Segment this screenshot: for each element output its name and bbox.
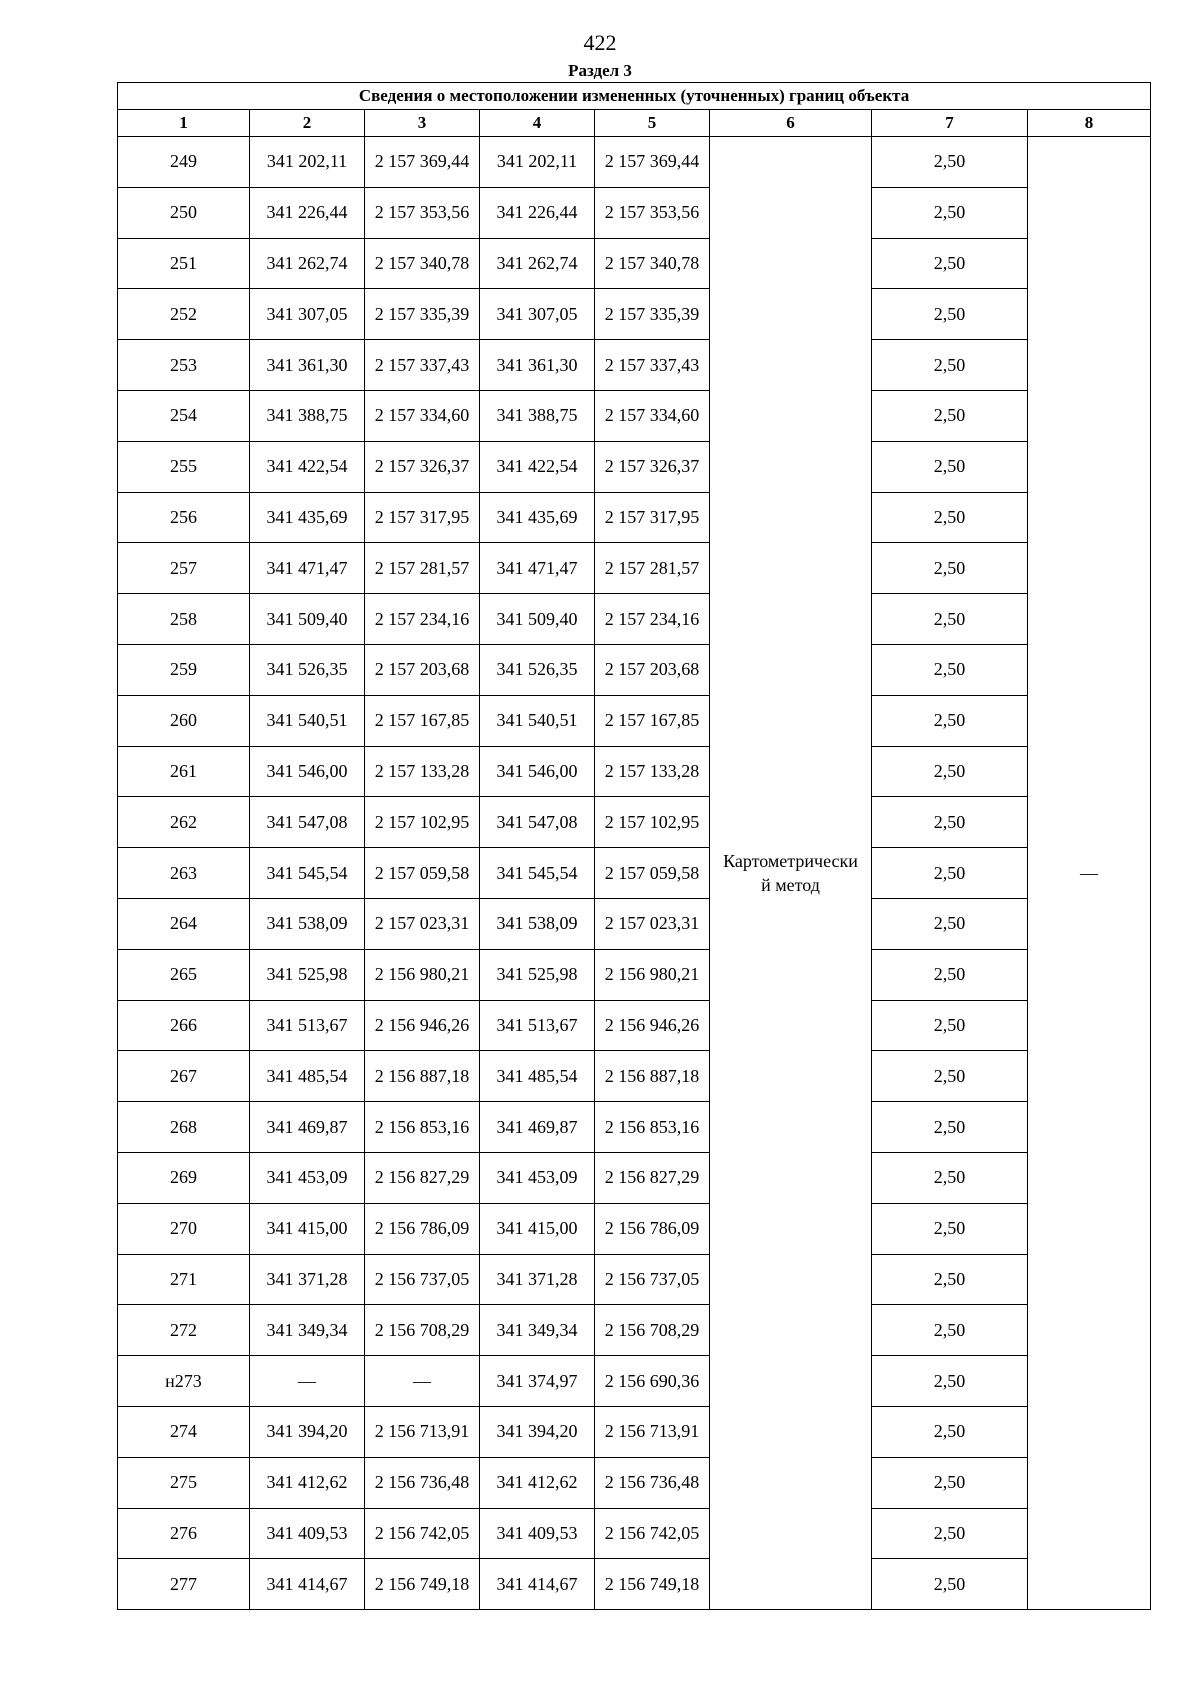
column-header: 1: [118, 110, 250, 137]
new-x-cell: 341 547,08: [480, 797, 595, 848]
point-number-cell: 251: [118, 238, 250, 289]
table-row: [118, 492, 1151, 543]
old-x-cell: 341 415,00: [250, 1203, 365, 1254]
table-row: [118, 1051, 1151, 1102]
new-y-cell: 2 157 281,57: [595, 543, 710, 594]
accuracy-cell: 2,50: [872, 137, 1028, 188]
new-x-cell: 341 453,09: [480, 1152, 595, 1203]
point-number-cell: 257: [118, 543, 250, 594]
old-x-cell: 341 414,67: [250, 1559, 365, 1610]
method-cell: [710, 137, 872, 1610]
new-x-cell: 341 540,51: [480, 695, 595, 746]
old-x-cell: 341 525,98: [250, 949, 365, 1000]
point-number-cell: 260: [118, 695, 250, 746]
table-row: [118, 949, 1151, 1000]
accuracy-cell: 2,50: [872, 340, 1028, 391]
point-number-cell: 275: [118, 1457, 250, 1508]
accuracy-cell: 2,50: [872, 1559, 1028, 1610]
point-number-cell: 255: [118, 441, 250, 492]
table-row: [118, 340, 1151, 391]
old-y-cell: 2 156 708,29: [365, 1305, 480, 1356]
method-text-line1: Картометрически: [723, 851, 858, 872]
new-x-cell: 341 202,11: [480, 137, 595, 188]
point-number-cell: 267: [118, 1051, 250, 1102]
column-header: 2: [250, 110, 365, 137]
old-x-cell: —: [250, 1356, 365, 1407]
old-y-cell: 2 156 946,26: [365, 1000, 480, 1051]
old-x-cell: 341 371,28: [250, 1254, 365, 1305]
new-x-cell: 341 485,54: [480, 1051, 595, 1102]
new-y-cell: 2 157 326,37: [595, 441, 710, 492]
table-row: [118, 1203, 1151, 1254]
old-x-cell: 341 547,08: [250, 797, 365, 848]
new-x-cell: 341 374,97: [480, 1356, 595, 1407]
new-y-cell: 2 156 690,36: [595, 1356, 710, 1407]
old-x-cell: 341 526,35: [250, 644, 365, 695]
new-y-cell: 2 157 335,39: [595, 289, 710, 340]
new-x-cell: 341 394,20: [480, 1406, 595, 1457]
point-number-cell: 256: [118, 492, 250, 543]
point-number-cell: 277: [118, 1559, 250, 1610]
table-row: [118, 1508, 1151, 1559]
new-x-cell: 341 435,69: [480, 492, 595, 543]
new-y-cell: 2 157 102,95: [595, 797, 710, 848]
new-x-cell: 341 545,54: [480, 848, 595, 899]
new-y-cell: 2 157 234,16: [595, 594, 710, 645]
accuracy-cell: 2,50: [872, 441, 1028, 492]
new-y-cell: 2 157 337,43: [595, 340, 710, 391]
old-x-cell: 341 409,53: [250, 1508, 365, 1559]
new-x-cell: 341 422,54: [480, 441, 595, 492]
table-row: [118, 898, 1151, 949]
accuracy-cell: 2,50: [872, 390, 1028, 441]
column-number-row: [118, 110, 1151, 137]
old-y-cell: 2 156 827,29: [365, 1152, 480, 1203]
new-y-cell: 2 157 167,85: [595, 695, 710, 746]
accuracy-cell: 2,50: [872, 1152, 1028, 1203]
accuracy-cell: 2,50: [872, 594, 1028, 645]
accuracy-cell: 2,50: [872, 1254, 1028, 1305]
table-row: [118, 1406, 1151, 1457]
accuracy-cell: 2,50: [872, 1406, 1028, 1457]
column-header: 4: [480, 110, 595, 137]
accuracy-cell: 2,50: [872, 1000, 1028, 1051]
table-row: [118, 289, 1151, 340]
new-x-cell: 341 349,34: [480, 1305, 595, 1356]
new-y-cell: 2 157 334,60: [595, 390, 710, 441]
old-y-cell: 2 157 326,37: [365, 441, 480, 492]
new-y-cell: 2 156 737,05: [595, 1254, 710, 1305]
old-y-cell: 2 157 059,58: [365, 848, 480, 899]
old-y-cell: 2 157 133,28: [365, 746, 480, 797]
accuracy-cell: 2,50: [872, 1457, 1028, 1508]
new-x-cell: 341 526,35: [480, 644, 595, 695]
point-number-cell: 258: [118, 594, 250, 645]
method-text-line2: й метод: [761, 875, 820, 896]
table-row: [118, 1000, 1151, 1051]
accuracy-cell: 2,50: [872, 1102, 1028, 1153]
accuracy-cell: 2,50: [872, 1508, 1028, 1559]
point-number-cell: 266: [118, 1000, 250, 1051]
new-x-cell: 341 525,98: [480, 949, 595, 1000]
point-number-cell: 263: [118, 848, 250, 899]
old-y-cell: 2 156 737,05: [365, 1254, 480, 1305]
new-x-cell: 341 409,53: [480, 1508, 595, 1559]
new-y-cell: 2 157 317,95: [595, 492, 710, 543]
old-y-cell: 2 157 353,56: [365, 187, 480, 238]
new-y-cell: 2 156 827,29: [595, 1152, 710, 1203]
accuracy-cell: 2,50: [872, 289, 1028, 340]
new-x-cell: 341 509,40: [480, 594, 595, 645]
point-number-cell: 252: [118, 289, 250, 340]
new-y-cell: 2 156 887,18: [595, 1051, 710, 1102]
page-number: 422: [583, 30, 617, 55]
accuracy-cell: 2,50: [872, 1356, 1028, 1407]
old-x-cell: 341 469,87: [250, 1102, 365, 1153]
point-number-cell: 264: [118, 898, 250, 949]
point-number-cell: 270: [118, 1203, 250, 1254]
table-row: [118, 746, 1151, 797]
accuracy-cell: 2,50: [872, 797, 1028, 848]
accuracy-cell: 2,50: [872, 695, 1028, 746]
old-x-cell: 341 435,69: [250, 492, 365, 543]
old-x-cell: 341 226,44: [250, 187, 365, 238]
table-row: [118, 543, 1151, 594]
old-y-cell: 2 157 335,39: [365, 289, 480, 340]
column-header: 5: [595, 110, 710, 137]
old-y-cell: 2 156 853,16: [365, 1102, 480, 1153]
new-y-cell: 2 156 786,09: [595, 1203, 710, 1254]
old-y-cell: 2 157 281,57: [365, 543, 480, 594]
old-y-cell: 2 157 167,85: [365, 695, 480, 746]
new-y-cell: 2 156 853,16: [595, 1102, 710, 1153]
point-number-cell: 262: [118, 797, 250, 848]
column-header: 7: [872, 110, 1028, 137]
accuracy-cell: 2,50: [872, 492, 1028, 543]
new-y-cell: 2 156 713,91: [595, 1406, 710, 1457]
new-x-cell: 341 412,62: [480, 1457, 595, 1508]
column-8-cell: —: [1028, 137, 1151, 1610]
old-y-cell: 2 157 317,95: [365, 492, 480, 543]
accuracy-cell: 2,50: [872, 1051, 1028, 1102]
table-row: [118, 594, 1151, 645]
accuracy-cell: 2,50: [872, 848, 1028, 899]
table-body: [118, 137, 1151, 1610]
old-x-cell: 341 545,54: [250, 848, 365, 899]
point-number-cell: н273: [118, 1356, 250, 1407]
point-number-cell: 269: [118, 1152, 250, 1203]
column-header: 3: [365, 110, 480, 137]
new-x-cell: 341 415,00: [480, 1203, 595, 1254]
new-y-cell: 2 156 946,26: [595, 1000, 710, 1051]
accuracy-cell: 2,50: [872, 949, 1028, 1000]
point-number-cell: 250: [118, 187, 250, 238]
old-x-cell: 341 540,51: [250, 695, 365, 746]
accuracy-cell: 2,50: [872, 187, 1028, 238]
table-row: [118, 1559, 1151, 1610]
accuracy-cell: 2,50: [872, 238, 1028, 289]
old-x-cell: 341 513,67: [250, 1000, 365, 1051]
table-row: [118, 1457, 1151, 1508]
old-y-cell: 2 157 023,31: [365, 898, 480, 949]
old-y-cell: 2 157 234,16: [365, 594, 480, 645]
table-row: [118, 1356, 1151, 1407]
old-y-cell: 2 156 713,91: [365, 1406, 480, 1457]
point-number-cell: 265: [118, 949, 250, 1000]
old-y-cell: 2 157 102,95: [365, 797, 480, 848]
table-row: [118, 1152, 1151, 1203]
old-y-cell: 2 156 980,21: [365, 949, 480, 1000]
table-row: [118, 644, 1151, 695]
accuracy-cell: 2,50: [872, 898, 1028, 949]
new-x-cell: 341 414,67: [480, 1559, 595, 1610]
old-x-cell: 341 202,11: [250, 137, 365, 188]
point-number-cell: 249: [118, 137, 250, 188]
accuracy-cell: 2,50: [872, 644, 1028, 695]
point-number-cell: 276: [118, 1508, 250, 1559]
old-x-cell: 341 388,75: [250, 390, 365, 441]
point-number-cell: 274: [118, 1406, 250, 1457]
old-x-cell: 341 412,62: [250, 1457, 365, 1508]
section-title: Раздел 3: [568, 61, 632, 80]
old-x-cell: 341 471,47: [250, 543, 365, 594]
new-y-cell: 2 156 708,29: [595, 1305, 710, 1356]
old-y-cell: 2 157 337,43: [365, 340, 480, 391]
table-row: [118, 1305, 1151, 1356]
old-x-cell: 341 361,30: [250, 340, 365, 391]
old-x-cell: 341 485,54: [250, 1051, 365, 1102]
table-row: [118, 848, 1151, 899]
table-row: [118, 797, 1151, 848]
point-number-cell: 259: [118, 644, 250, 695]
new-y-cell: 2 156 742,05: [595, 1508, 710, 1559]
old-y-cell: 2 156 749,18: [365, 1559, 480, 1610]
old-x-cell: 341 509,40: [250, 594, 365, 645]
new-x-cell: 341 469,87: [480, 1102, 595, 1153]
point-number-cell: 268: [118, 1102, 250, 1153]
new-y-cell: 2 156 749,18: [595, 1559, 710, 1610]
table-row: [118, 441, 1151, 492]
new-x-cell: 341 371,28: [480, 1254, 595, 1305]
table-caption-row: [118, 83, 1151, 110]
new-y-cell: 2 157 340,78: [595, 238, 710, 289]
accuracy-cell: 2,50: [872, 1305, 1028, 1356]
new-y-cell: 2 157 133,28: [595, 746, 710, 797]
point-number-cell: 271: [118, 1254, 250, 1305]
table-row: [118, 187, 1151, 238]
old-y-cell: 2 156 887,18: [365, 1051, 480, 1102]
new-x-cell: 341 226,44: [480, 187, 595, 238]
old-x-cell: 341 262,74: [250, 238, 365, 289]
column-header: 6: [710, 110, 872, 137]
new-y-cell: 2 157 353,56: [595, 187, 710, 238]
old-x-cell: 341 422,54: [250, 441, 365, 492]
new-y-cell: 2 156 736,48: [595, 1457, 710, 1508]
coordinates-table: [117, 82, 1151, 1610]
new-x-cell: 341 513,67: [480, 1000, 595, 1051]
accuracy-cell: 2,50: [872, 746, 1028, 797]
old-x-cell: 341 453,09: [250, 1152, 365, 1203]
point-number-cell: 272: [118, 1305, 250, 1356]
table-row: [118, 1254, 1151, 1305]
point-number-cell: 253: [118, 340, 250, 391]
old-y-cell: 2 157 203,68: [365, 644, 480, 695]
table-row: [118, 137, 1151, 188]
new-x-cell: 341 546,00: [480, 746, 595, 797]
point-number-cell: 254: [118, 390, 250, 441]
old-x-cell: 341 538,09: [250, 898, 365, 949]
old-y-cell: —: [365, 1356, 480, 1407]
table-row: [118, 390, 1151, 441]
old-y-cell: 2 157 369,44: [365, 137, 480, 188]
old-x-cell: 341 546,00: [250, 746, 365, 797]
accuracy-cell: 2,50: [872, 1203, 1028, 1254]
old-x-cell: 341 349,34: [250, 1305, 365, 1356]
old-y-cell: 2 157 334,60: [365, 390, 480, 441]
table-row: [118, 1102, 1151, 1153]
old-y-cell: 2 157 340,78: [365, 238, 480, 289]
new-y-cell: 2 157 023,31: [595, 898, 710, 949]
table-caption: Сведения о местоположении измененных (уточненных) границ объекта: [118, 83, 1151, 110]
old-y-cell: 2 156 742,05: [365, 1508, 480, 1559]
new-x-cell: 341 388,75: [480, 390, 595, 441]
table-row: [118, 238, 1151, 289]
new-y-cell: 2 157 369,44: [595, 137, 710, 188]
old-x-cell: 341 394,20: [250, 1406, 365, 1457]
new-x-cell: 341 307,05: [480, 289, 595, 340]
new-x-cell: 341 471,47: [480, 543, 595, 594]
new-y-cell: 2 157 203,68: [595, 644, 710, 695]
new-y-cell: 2 157 059,58: [595, 848, 710, 899]
old-x-cell: 341 307,05: [250, 289, 365, 340]
table-row: [118, 695, 1151, 746]
point-number-cell: 261: [118, 746, 250, 797]
new-x-cell: 341 361,30: [480, 340, 595, 391]
new-y-cell: 2 156 980,21: [595, 949, 710, 1000]
accuracy-cell: 2,50: [872, 543, 1028, 594]
column-header: 8: [1028, 110, 1151, 137]
old-y-cell: 2 156 736,48: [365, 1457, 480, 1508]
new-x-cell: 341 262,74: [480, 238, 595, 289]
old-y-cell: 2 156 786,09: [365, 1203, 480, 1254]
new-x-cell: 341 538,09: [480, 898, 595, 949]
